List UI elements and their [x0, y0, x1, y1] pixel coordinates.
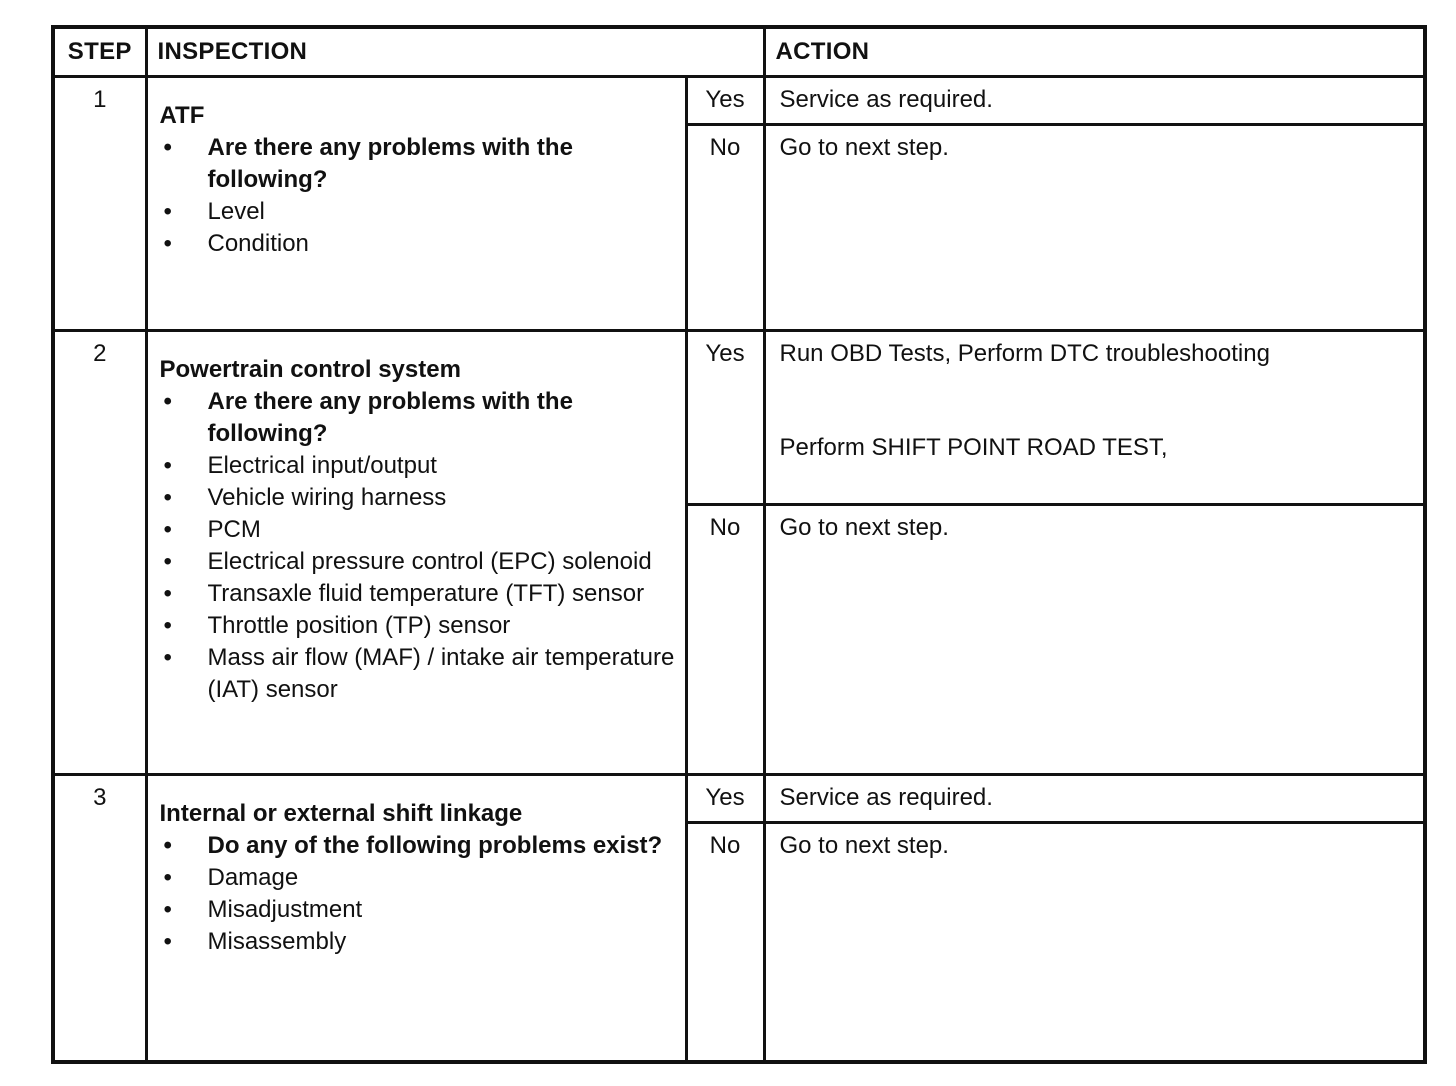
inspection-item: • Level	[160, 196, 675, 228]
inspection-table	[51, 25, 1427, 1064]
inspection-item: • Damage	[160, 862, 675, 894]
inspection-item: • PCM	[160, 514, 675, 546]
header-step: STEP	[53, 27, 146, 76]
header-inspection: INSPECTION	[146, 27, 764, 76]
yes-label-2: Yes	[686, 330, 764, 504]
action-line: Service as required.	[779, 783, 993, 811]
inspection-cell-3	[146, 774, 686, 1062]
table-row-step-1-yes	[53, 76, 1425, 124]
inspection-cell-1	[146, 76, 686, 330]
no-label-1: No	[686, 124, 764, 330]
action-line: Service as required.	[779, 85, 993, 113]
inspection-item: • Electrical pressure control (EPC) solenoid	[160, 546, 675, 578]
inspection-title-1: ATF	[159, 101, 205, 129]
inspection-item: • Transaxle fluid temperature (TFT) sensor	[160, 578, 675, 610]
inspection-question-1: • Are there any problems with the following?	[160, 132, 675, 196]
table-row-step-2-yes	[53, 330, 1425, 504]
step-number-2: 2	[53, 330, 146, 774]
inspection-item: • Misadjustment	[160, 894, 675, 926]
inspection-question-2: • Are there any problems with the following?	[160, 386, 675, 450]
inspection-item: • Vehicle wiring harness	[160, 482, 675, 514]
table-row-step-3-yes	[53, 774, 1425, 822]
step-number-3: 3	[53, 774, 146, 1062]
table-header-row	[53, 27, 1425, 76]
no-label-3: No	[686, 822, 764, 1062]
step-number-1: 1	[53, 76, 146, 330]
yes-action-1	[764, 76, 1425, 124]
no-action-1: Go to next step.	[764, 124, 1425, 330]
yes-label-3: Yes	[686, 774, 764, 822]
inspection-question-3: • Do any of the following problems exist?	[160, 830, 675, 862]
inspection-title-3: Internal or external shift linkage	[159, 799, 523, 827]
inspection-item: • Electrical input/output	[160, 450, 675, 482]
yes-action-2	[764, 330, 1425, 504]
yes-action-3	[764, 774, 1425, 822]
no-label-2: No	[686, 504, 764, 774]
action-spacer	[780, 370, 1412, 432]
inspection-item: • Mass air flow (MAF) / intake air temperature (IAT) sensor	[160, 642, 675, 706]
action-line: Perform SHIFT POINT ROAD TEST,	[779, 433, 1168, 461]
header-action: ACTION	[764, 27, 1425, 76]
inspection-item: • Condition	[160, 228, 675, 260]
no-action-2: Go to next step.	[764, 504, 1425, 774]
no-action-3: Go to next step.	[764, 822, 1425, 1062]
action-line: Run OBD Tests, Perform DTC troubleshooting	[779, 339, 1270, 367]
inspection-item: • Misassembly	[160, 926, 675, 958]
inspection-cell-2	[146, 330, 686, 774]
inspection-item: • Throttle position (TP) sensor	[160, 610, 675, 642]
yes-label-1: Yes	[686, 76, 764, 124]
inspection-list-3	[160, 830, 675, 958]
inspection-title-2: Powertrain control system	[159, 355, 461, 383]
inspection-list-2	[160, 386, 675, 706]
inspection-list-1	[160, 132, 675, 260]
